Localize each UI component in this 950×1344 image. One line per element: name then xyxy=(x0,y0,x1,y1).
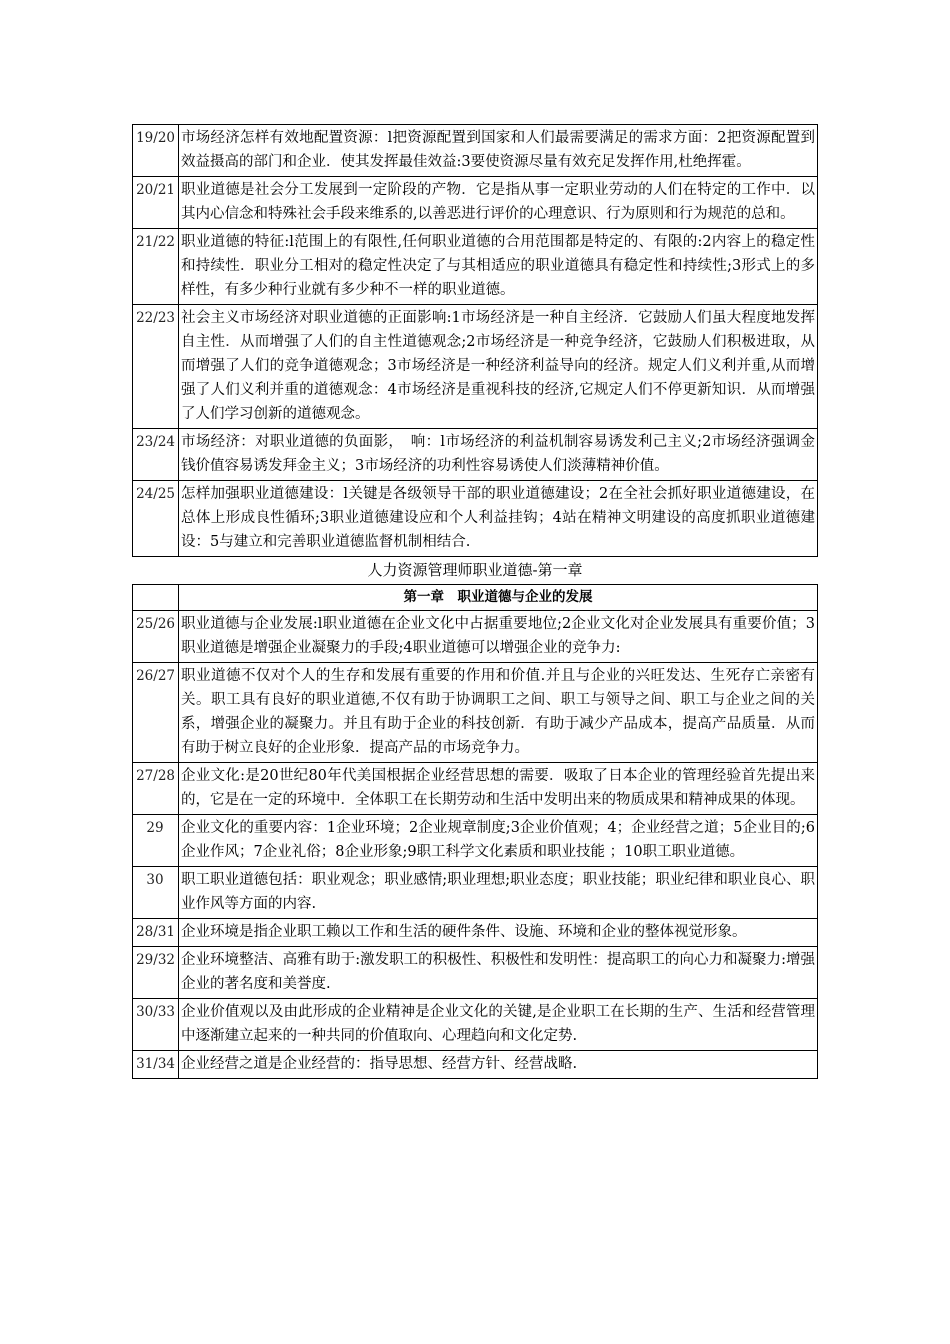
table-row xyxy=(133,815,818,867)
row-text: 职业道德不仅对个人的生存和发展有重要的作用和价值.并且与企业的兴旺发达、生死存亡亲密有关。职工具有良好的职业道德,不仅有助于协调职工之间、职工与领导之间、职工与企业之间的关系，增强企业的凝聚力。并且有助于企业的科技创新．有助于减少产品成本，提高产品质量．从而有助于树立良好的企业形象．提高产品的市场竞争力。 xyxy=(179,663,818,763)
row-text: 怎样加强职业道德建设：l关键是各级领导干部的职业道德建设；2在全社会抓好职业道德建设，在总体上形成良性循环;3职业道德建设应和个人利益挂钩；4站在精神文明建设的高度抓职业道德建设：5与建立和完善职业道德监督机制相结合. xyxy=(179,481,818,557)
row-number: 24/25 xyxy=(133,481,179,557)
table-row xyxy=(133,611,818,663)
table-row xyxy=(133,663,818,763)
table-row xyxy=(133,919,818,947)
section-caption: 人力资源管理师职业道德-第一章 xyxy=(367,561,583,579)
row-text: 企业环境整洁、高雅有助于:激发职工的积极性、积极性和发明性：提高职工的向心力和凝聚力:增强企业的著名度和美誉度. xyxy=(179,947,818,999)
row-text: 职业道德的特征:l范围上的有限性,任何职业道德的合用范围都是特定的、有限的:2内容上的稳定性和持续性．职业分工相对的稳定性决定了与其相适应的职业道德具有稳定性和持续性;3形式上的多样性，有多少种行业就有多少种不一样的职业道德。 xyxy=(179,229,818,305)
row-number: 19/20 xyxy=(133,125,179,177)
row-text: 市场经济：对职业道德的负面影， 响：l市场经济的利益机制容易诱发利己主义;2市场经济强调金钱价值容易诱发拜金主义；3市场经济的功利性容易诱使人们淡薄精神价值。 xyxy=(179,429,818,481)
table-row xyxy=(133,999,818,1051)
table-row xyxy=(133,229,818,305)
table-row xyxy=(133,177,818,229)
row-number: 29/32 xyxy=(133,947,179,999)
notes-table-1 xyxy=(132,124,818,557)
row-text: 企业文化:是20世纪80年代美国根据企业经营思想的需要．吸取了日本企业的管理经验首先提出来的，它是在一定的环境中．全体职工在长期劳动和生活中发明出来的物质成果和精神成果的体现。 xyxy=(179,763,818,815)
row-number: 30 xyxy=(133,867,179,919)
row-text: 企业环境是指企业职工赖以工作和生活的硬件条件、设施、环境和企业的整体视觉形象。 xyxy=(179,919,818,947)
table-row xyxy=(133,481,818,557)
row-text: 职工职业道德包括：职业观念；职业感情;职业理想;职业态度；职业技能；职业纪律和职业良心、职业作风等方面的内容. xyxy=(179,867,818,919)
notes-table-2-body xyxy=(133,585,818,1079)
row-text: 企业文化的重要内容：1企业环境；2企业规章制度;3企业价值观；4；企业经营之道；5企业目的;6企业作风；7企业礼俗；8企业形象;9职工科学文化素质和职业技能 ；10职工职业道德。 xyxy=(179,815,818,867)
table-row xyxy=(133,763,818,815)
row-number: 26/27 xyxy=(133,663,179,763)
row-number: 23/24 xyxy=(133,429,179,481)
table-row xyxy=(133,305,818,429)
row-text: 企业价值观以及由此形成的企业精神是企业文化的关键,是企业职工在长期的生产、生活和经营管理中逐渐建立起来的一种共同的价值取向、心理趋向和文化定势. xyxy=(179,999,818,1051)
notes-table-1-body xyxy=(133,125,818,557)
row-number: 29 xyxy=(133,815,179,867)
row-number: 25/26 xyxy=(133,611,179,663)
document-page xyxy=(132,124,818,1079)
chapter-title: 第一章 职业道德与企业的发展 xyxy=(179,585,818,611)
row-number: 22/23 xyxy=(133,305,179,429)
notes-table-2 xyxy=(132,584,818,1079)
row-number: 27/28 xyxy=(133,763,179,815)
row-number: 31/34 xyxy=(133,1051,179,1079)
row-text: 市场经济怎样有效地配置资源：l把资源配置到国家和人们最需要满足的需求方面：2把资源配置到效益摄高的部门和企业．使其发挥最佳效益:3要使资源尽量有效充足发挥作用,杜绝挥霍。 xyxy=(179,125,818,177)
row-text: 职业道德与企业发展:l职业道德在企业文化中占据重要地位;2企业文化对企业发展具有重要价值；3职业道德是增强企业凝聚力的手段;4职业道德可以增强企业的竞争力: xyxy=(179,611,818,663)
row-number: 28/31 xyxy=(133,919,179,947)
row-text: 社会主义市场经济对职业道德的正面影响:1市场经济是一种自主经济．它鼓励人们虽大程度地发挥自主性．从而增强了人们的自主性道德观念;2市场经济是一种竞争经济，它鼓励人们积极进取，从而增强了人们的竞争道德观念；3市场经济是一种经济利益导向的经济。规定人们义利并重,从而增强了人们义利并重的道德观念：4市场经济是重视科技的经济,它规定人们不停更新知识．从而增强了人们学习创新的道德观念。 xyxy=(179,305,818,429)
row-text: 企业经营之道是企业经营的：指导思想、经营方针、经营战略. xyxy=(179,1051,818,1079)
row-text: 职业道德是社会分工发展到一定阶段的产物．它是指从事一定职业劳动的人们在特定的工作中．以其内心信念和特殊社会手段来维系的,以善恶进行评价的心理意识、行为原则和行为规范的总和。 xyxy=(179,177,818,229)
table-row xyxy=(133,947,818,999)
chapter-header-row xyxy=(133,585,818,611)
row-number: 30/33 xyxy=(133,999,179,1051)
table-row xyxy=(133,429,818,481)
table-row xyxy=(133,125,818,177)
header-blank-cell xyxy=(133,585,179,611)
row-number: 21/22 xyxy=(133,229,179,305)
row-number: 20/21 xyxy=(133,177,179,229)
table-row xyxy=(133,867,818,919)
table-row xyxy=(133,1051,818,1079)
